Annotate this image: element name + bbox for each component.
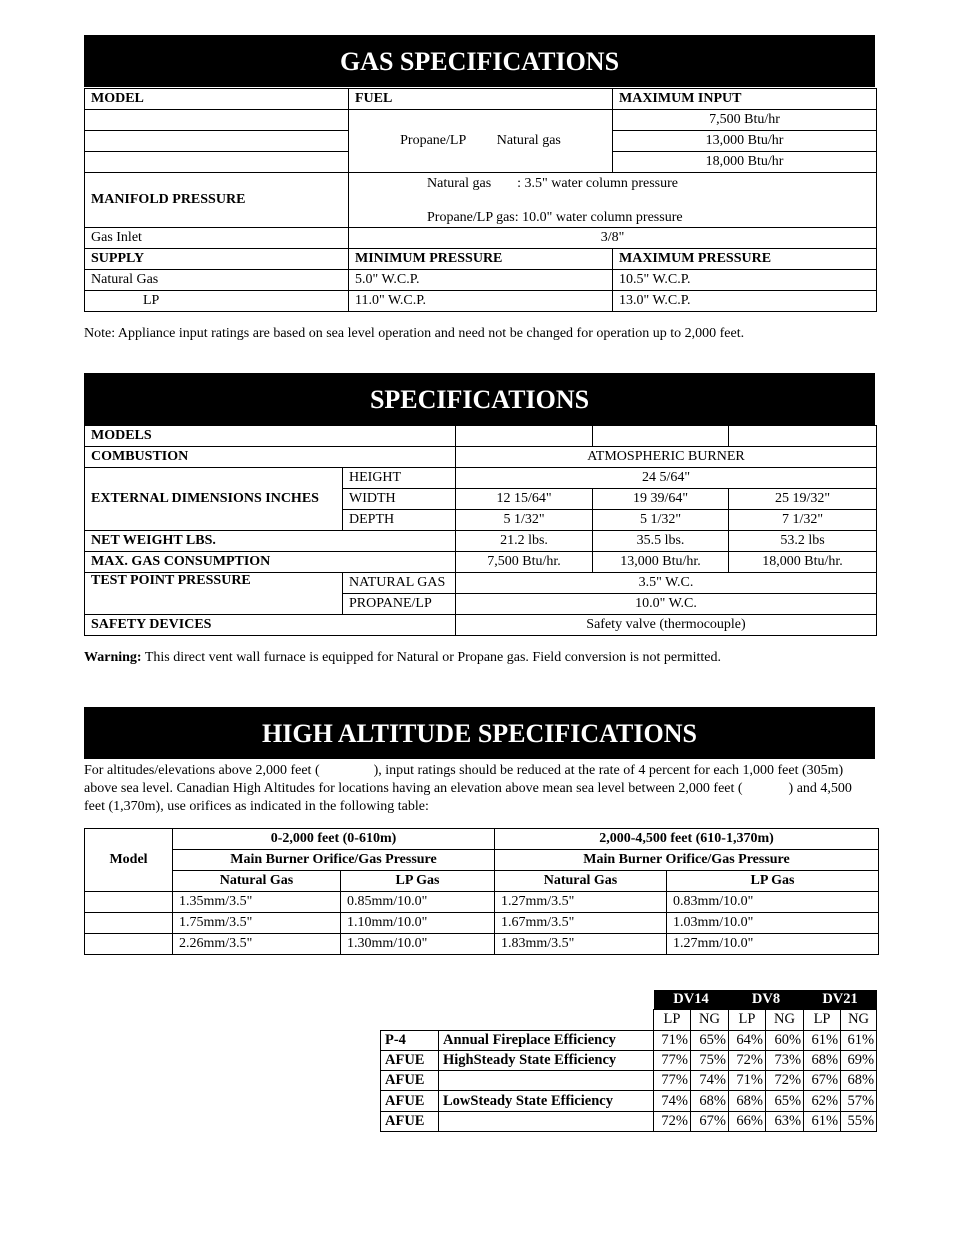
table-row (381, 1091, 877, 1111)
test-point-pressure-label: TEST POINT PRESSURE (85, 573, 343, 615)
orifice-value: 0.85mm/10.0" (341, 892, 495, 913)
consumption-value: 7,500 Btu/hr. (456, 552, 593, 573)
natural-gas-header: Natural Gas (173, 871, 341, 892)
depth-value: 7 1/32" (729, 510, 877, 531)
row-label (439, 1111, 654, 1131)
row-code: AFUE (381, 1071, 439, 1091)
propane-value: 10.0" W.C. (456, 594, 877, 615)
height-value: 24 5/64" (456, 468, 877, 489)
fuel-natural: Natural gas (496, 133, 561, 148)
consumption-value: 18,000 Btu/hr. (729, 552, 877, 573)
orifice-value: 2.26mm/3.5" (173, 934, 341, 955)
value-cell: 68% (841, 1071, 877, 1091)
minimum-pressure-header: MINIMUM PRESSURE (349, 249, 613, 270)
efficiency-table (380, 990, 877, 1132)
combustion-value: ATMOSPHERIC BURNER (456, 447, 877, 468)
supply-lp: LP (85, 291, 349, 312)
model-header: Model (85, 829, 173, 892)
fuel-header: LP (804, 1010, 841, 1030)
para-text: ) and 4,500 (788, 781, 852, 796)
models-label: MODELS (85, 426, 456, 447)
width-value: 19 39/64" (593, 489, 729, 510)
row-code: P-4 (381, 1030, 439, 1050)
supply-max: 10.5" W.C.P. (613, 270, 877, 291)
orifice-value: 1.27mm/3.5" (495, 892, 667, 913)
value-cell: 55% (841, 1111, 877, 1131)
value-cell: 77% (654, 1050, 691, 1070)
fuel-header: NG (766, 1010, 804, 1030)
manifold-ng-name: Natural gas (427, 176, 492, 191)
value-cell: 71% (654, 1030, 691, 1050)
value-cell: 74% (691, 1071, 729, 1091)
fuel-header: FUEL (349, 89, 613, 110)
value-cell: 64% (729, 1030, 766, 1050)
model-cell (85, 110, 349, 131)
row-label (439, 1071, 654, 1091)
value-cell: 68% (691, 1091, 729, 1111)
row-label: Annual Fireplace Efficiency (439, 1030, 654, 1050)
natural-gas-label: NATURAL GAS (343, 573, 456, 594)
value-cell: 68% (729, 1091, 766, 1111)
width-label: WIDTH (343, 489, 456, 510)
table-row (85, 892, 879, 913)
gas-specifications-table (84, 88, 877, 312)
gas-note: Note: Appliance input ratings are based on sea level operation and need not be changed for operation up to 2,000 feet. (84, 326, 745, 341)
row-label: LowSteady State Efficiency (439, 1091, 654, 1111)
row-code: AFUE (381, 1091, 439, 1111)
model-cell (85, 152, 349, 173)
orifice-header: Main Burner Orifice/Gas Pressure (495, 850, 879, 871)
fuel-header: NG (691, 1010, 729, 1030)
max-gas-consumption-label: MAX. GAS CONSUMPTION (85, 552, 456, 573)
model-dv8: DV8 (729, 990, 804, 1010)
max-input-value: 7,500 Btu/hr (613, 110, 877, 131)
model-cell (85, 934, 173, 955)
value-cell: 77% (654, 1071, 691, 1091)
value-cell: 65% (691, 1030, 729, 1050)
model-dv14: DV14 (654, 990, 729, 1010)
blank-cell (439, 990, 654, 1010)
model-col (593, 426, 729, 447)
orifice-value: 1.03mm/10.0" (667, 913, 879, 934)
value-cell: 67% (691, 1111, 729, 1131)
para-line: feet (1,370m), use orifices as indicated in the following table: (84, 799, 429, 814)
combustion-label: COMBUSTION (85, 447, 456, 468)
high-altitude-paragraph (84, 762, 876, 816)
warning-text: This direct vent wall furnace is equipped for Natural or Propane gas. Field conversion is not permitted. (141, 650, 721, 665)
external-dimensions-label: EXTERNAL DIMENSIONS INCHES (85, 468, 343, 531)
value-cell: 74% (654, 1091, 691, 1111)
natural-gas-value: 3.5" W.C. (456, 573, 877, 594)
value-cell: 65% (766, 1091, 804, 1111)
blank-cell (381, 990, 439, 1010)
table-row (381, 1071, 877, 1091)
value-cell: 71% (729, 1071, 766, 1091)
table-row (85, 934, 879, 955)
orifice-value: 1.10mm/10.0" (341, 913, 495, 934)
table-row (381, 1030, 877, 1050)
orifice-value: 1.83mm/3.5" (495, 934, 667, 955)
max-input-value: 13,000 Btu/hr (613, 131, 877, 152)
depth-value: 5 1/32" (593, 510, 729, 531)
value-cell: 61% (804, 1111, 841, 1131)
lp-gas-header: LP Gas (341, 871, 495, 892)
maximum-pressure-header: MAXIMUM PRESSURE (613, 249, 877, 270)
orifice-header: Main Burner Orifice/Gas Pressure (173, 850, 495, 871)
value-cell: 72% (654, 1111, 691, 1131)
orifice-value: 1.30mm/10.0" (341, 934, 495, 955)
lp-gas-header: LP Gas (667, 871, 879, 892)
supply-min: 11.0" W.C.P. (349, 291, 613, 312)
fuel-header: LP (654, 1010, 691, 1030)
manifold-pressure-values (349, 173, 877, 228)
gas-inlet-label: Gas Inlet (85, 228, 349, 249)
safety-devices-label: SAFETY DEVICES (85, 615, 456, 636)
orifice-value: 1.67mm/3.5" (495, 913, 667, 934)
model-col (456, 426, 593, 447)
net-weight-label: NET WEIGHT LBS. (85, 531, 456, 552)
value-cell: 61% (841, 1030, 877, 1050)
model-cell (85, 892, 173, 913)
supply-min: 5.0" W.C.P. (349, 270, 613, 291)
value-cell: 66% (729, 1111, 766, 1131)
orifice-value: 1.75mm/3.5" (173, 913, 341, 934)
value-cell: 67% (804, 1071, 841, 1091)
blank-cell (381, 1010, 439, 1030)
manifold-lp-line: Propane/LP gas: 10.0" water column pressure (427, 210, 683, 225)
value-cell: 57% (841, 1091, 877, 1111)
safety-devices-value: Safety valve (thermocouple) (456, 615, 877, 636)
warning-label: Warning: (84, 650, 142, 665)
blank-cell (439, 1010, 654, 1030)
weight-value: 53.2 lbs (729, 531, 877, 552)
model-cell (85, 131, 349, 152)
fuel-header: LP (729, 1010, 766, 1030)
height-label: HEIGHT (343, 468, 456, 489)
range-high-header: 2,000-4,500 feet (610-1,370m) (495, 829, 879, 850)
orifice-value: 1.35mm/3.5" (173, 892, 341, 913)
gas-inlet-value: 3/8" (349, 228, 877, 249)
max-input-header: MAXIMUM INPUT (613, 89, 877, 110)
table-row (381, 1111, 877, 1131)
value-cell: 63% (766, 1111, 804, 1131)
table-row (85, 913, 879, 934)
row-code: AFUE (381, 1111, 439, 1131)
model-dv21: DV21 (804, 990, 877, 1010)
model-cell (85, 913, 173, 934)
value-cell: 72% (729, 1050, 766, 1070)
value-cell: 69% (841, 1050, 877, 1070)
high-altitude-title: HIGH ALTITUDE SPECIFICATIONS (84, 707, 875, 759)
orifice-value: 0.83mm/10.0" (667, 892, 879, 913)
value-cell: 62% (804, 1091, 841, 1111)
weight-value: 21.2 lbs. (456, 531, 593, 552)
depth-value: 5 1/32" (456, 510, 593, 531)
high-altitude-table (84, 828, 879, 955)
fuel-cell (349, 110, 613, 173)
row-label: HighSteady State Efficiency (439, 1050, 654, 1070)
value-cell: 68% (804, 1050, 841, 1070)
supply-max: 13.0" W.C.P. (613, 291, 877, 312)
para-text: ), input ratings should be reduced at the rate of 4 percent for each 1,000 feet (305m) (373, 763, 844, 778)
weight-value: 35.5 lbs. (593, 531, 729, 552)
value-cell: 73% (766, 1050, 804, 1070)
specifications-title: SPECIFICATIONS (84, 373, 875, 425)
fuel-propane: Propane/LP (400, 133, 466, 148)
orifice-value: 1.27mm/10.0" (667, 934, 879, 955)
supply-header: SUPPLY (85, 249, 349, 270)
natural-gas-header: Natural Gas (495, 871, 667, 892)
specifications-table (84, 425, 877, 636)
gas-specifications-title: GAS SPECIFICATIONS (84, 35, 875, 87)
warning-note (84, 649, 876, 667)
para-text: above sea level. Canadian High Altitudes for locations having an elevation above mean sea level between 2,000 feet ( (84, 781, 743, 796)
value-cell: 72% (766, 1071, 804, 1091)
row-code: AFUE (381, 1050, 439, 1070)
depth-label: DEPTH (343, 510, 456, 531)
value-cell: 61% (804, 1030, 841, 1050)
fuel-header: NG (841, 1010, 877, 1030)
value-cell: 75% (691, 1050, 729, 1070)
para-text: For altitudes/elevations above 2,000 feet ( (84, 763, 320, 778)
range-low-header: 0-2,000 feet (0-610m) (173, 829, 495, 850)
max-input-value: 18,000 Btu/hr (613, 152, 877, 173)
consumption-value: 13,000 Btu/hr. (593, 552, 729, 573)
manifold-ng-value: : 3.5" water column pressure (517, 176, 678, 191)
manifold-pressure-label: MANIFOLD PRESSURE (85, 173, 349, 228)
width-value: 25 19/32" (729, 489, 877, 510)
para-line (84, 762, 876, 780)
para-line (84, 780, 876, 798)
width-value: 12 15/64" (456, 489, 593, 510)
supply-natural-gas: Natural Gas (85, 270, 349, 291)
manifold-ng-line (427, 173, 870, 193)
value-cell: 60% (766, 1030, 804, 1050)
table-row (381, 1050, 877, 1070)
model-col (729, 426, 877, 447)
propane-label: PROPANE/LP (343, 594, 456, 615)
model-header: MODEL (85, 89, 349, 110)
